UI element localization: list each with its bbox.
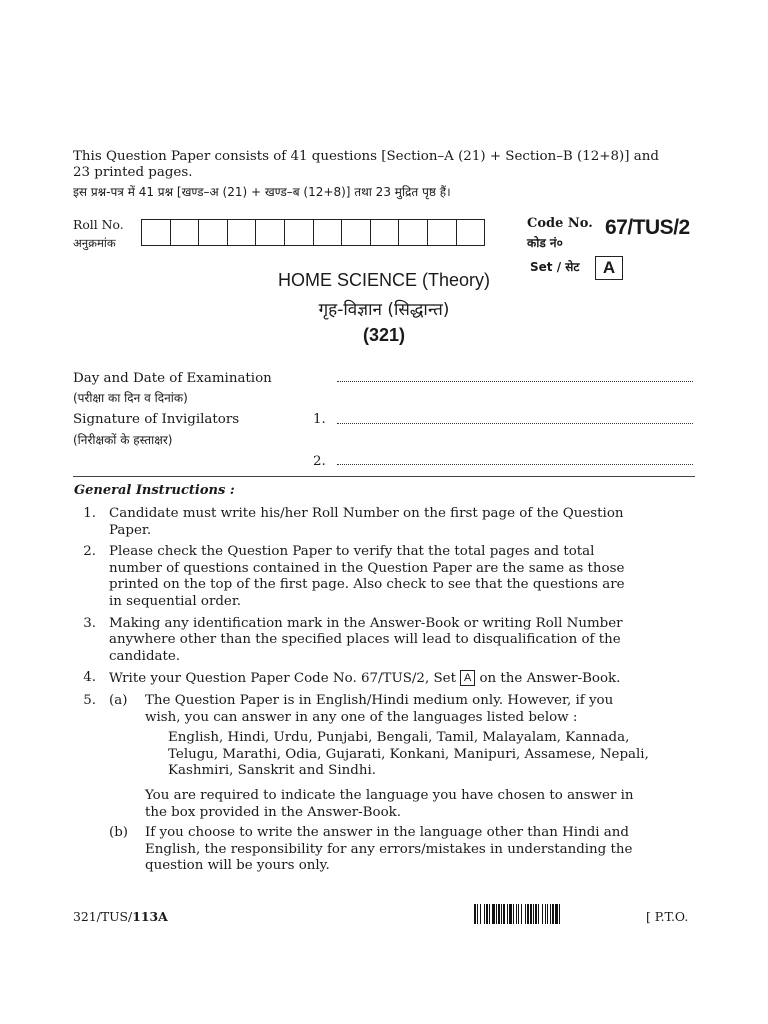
instruction-text: Paper. xyxy=(109,522,152,538)
instructions-heading: General Instructions : xyxy=(74,483,235,498)
roll-label: Roll No. xyxy=(73,217,124,232)
barcode-icon xyxy=(474,904,634,924)
roll-label-hindi: अनुक्रमांक xyxy=(73,236,116,250)
instruction-number: 4. xyxy=(83,670,96,686)
roll-number-cell[interactable] xyxy=(371,220,400,245)
instruction-4 xyxy=(68,670,695,688)
instruction-text: Write your Question Paper Code No. 67/TUS/2, Set xyxy=(109,671,456,687)
signature-number-1: 1. xyxy=(313,412,326,427)
instruction-number: 1. xyxy=(83,506,96,521)
subject-title: HOME SCIENCE (Theory) xyxy=(277,270,491,290)
roll-number-cell[interactable] xyxy=(285,220,314,245)
subject-code: (321) xyxy=(362,325,406,345)
instruction-text: question will be yours only. xyxy=(145,858,330,874)
instruction-5 xyxy=(68,693,695,875)
instruction-text: You are required to indicate the language you have chosen to answer in xyxy=(145,787,634,803)
roll-number-cell[interactable] xyxy=(228,220,257,245)
roll-number-cell[interactable] xyxy=(199,220,228,245)
signature-label: Signature of Invigilators xyxy=(73,412,240,427)
instruction-text: Making any identification mark in the Answer-Book or writing Roll Number xyxy=(109,615,623,631)
instruction-text: English, the responsibility for any errors/mistakes in understanding the xyxy=(145,841,633,857)
instruction-text: number of questions contained in the Question Paper are the same as those xyxy=(109,560,625,576)
instruction-2 xyxy=(68,544,695,610)
language-list xyxy=(168,730,649,780)
sub-item-label: (a) xyxy=(109,692,128,708)
language-list-line: Kashmiri, Sanskrit and Sindhi. xyxy=(168,763,376,779)
instruction-number: 3. xyxy=(83,615,96,631)
signature-number-2: 2. xyxy=(313,454,326,469)
day-date-field[interactable] xyxy=(337,381,693,382)
signature-label-hindi: (निरीक्षकों के हस्ताक्षर) xyxy=(73,433,173,447)
instruction-text: printed on the top of the first page. Also check to see that the questions are xyxy=(109,577,625,593)
sub-item-label: (b) xyxy=(109,825,129,841)
instruction-text: wish, you can answer in any one of the languages listed below : xyxy=(145,709,578,725)
instruction-number: 5. xyxy=(83,692,96,708)
instruction-number: 2. xyxy=(83,544,96,560)
roll-number-cell[interactable] xyxy=(256,220,285,245)
paper-info-line-2: 23 printed pages. xyxy=(73,165,193,180)
code-number: 67/TUS/2 xyxy=(605,216,690,239)
roll-number-cell[interactable] xyxy=(142,220,171,245)
divider xyxy=(73,476,695,477)
paper-info-hindi: इस प्रश्न-पत्र में 41 प्रश्न [खण्ड–अ (21) + खण्ड–ब (12+8)] तथा 23 मुद्रित पृष्ठ हैं। xyxy=(73,185,451,199)
roll-number-cell[interactable] xyxy=(399,220,428,245)
subject-title-hindi: गृह-विज्ञान (सिद्धान्त) xyxy=(318,300,450,320)
roll-number-cell[interactable] xyxy=(171,220,200,245)
roll-number-cell[interactable] xyxy=(342,220,371,245)
instruction-text: The Question Paper is in English/Hindi medium only. However, if you xyxy=(145,692,614,708)
roll-number-cell[interactable] xyxy=(428,220,457,245)
roll-number-boxes[interactable] xyxy=(141,219,485,246)
instruction-text: candidate. xyxy=(109,648,181,664)
set-box: A xyxy=(595,256,623,280)
instruction-text: on the Answer-Book. xyxy=(479,671,621,687)
roll-number-cell[interactable] xyxy=(314,220,343,245)
code-label-hindi: कोड नं० xyxy=(527,236,563,250)
paper-info-line-1: This Question Paper consists of 41 questions [Section–A (21) + Section–B (12+8)] and xyxy=(73,149,659,164)
language-list-line: Telugu, Marathi, Odia, Gujarati, Konkani, Manipuri, Assamese, Nepali, xyxy=(168,746,649,762)
signature-field-2[interactable] xyxy=(337,464,693,465)
instruction-1 xyxy=(68,506,695,539)
instruction-text: in sequential order. xyxy=(109,593,242,609)
set-box-inline: A xyxy=(460,670,475,686)
instruction-3 xyxy=(68,616,695,666)
instructions-list xyxy=(68,506,695,875)
instruction-text: anywhere other than the specified places will lead to disqualification of the xyxy=(109,632,621,648)
day-date-label: Day and Date of Examination xyxy=(73,371,272,386)
signature-field-1[interactable] xyxy=(337,423,693,424)
set-label: Set / सेट xyxy=(530,260,580,274)
footer-code: 321/TUS/113A xyxy=(73,909,168,924)
instruction-text: Candidate must write his/her Roll Number on the first page of the Question xyxy=(109,506,624,521)
instruction-text: If you choose to write the answer in the language other than Hindi and xyxy=(145,825,629,841)
roll-number-cell[interactable] xyxy=(457,220,485,245)
code-label: Code No. xyxy=(527,216,593,231)
day-date-label-hindi: (परीक्षा का दिन व दिनांक) xyxy=(73,391,188,405)
instruction-text: the box provided in the Answer-Book. xyxy=(145,804,401,820)
pto-label: [ P.T.O. xyxy=(646,909,689,924)
language-list-line: English, Hindi, Urdu, Punjabi, Bengali, Tamil, Malayalam, Kannada, xyxy=(168,730,630,746)
instruction-5b xyxy=(109,825,695,875)
instruction-5a xyxy=(109,693,695,821)
instruction-text: Please check the Question Paper to verify that the total pages and total xyxy=(109,544,595,560)
